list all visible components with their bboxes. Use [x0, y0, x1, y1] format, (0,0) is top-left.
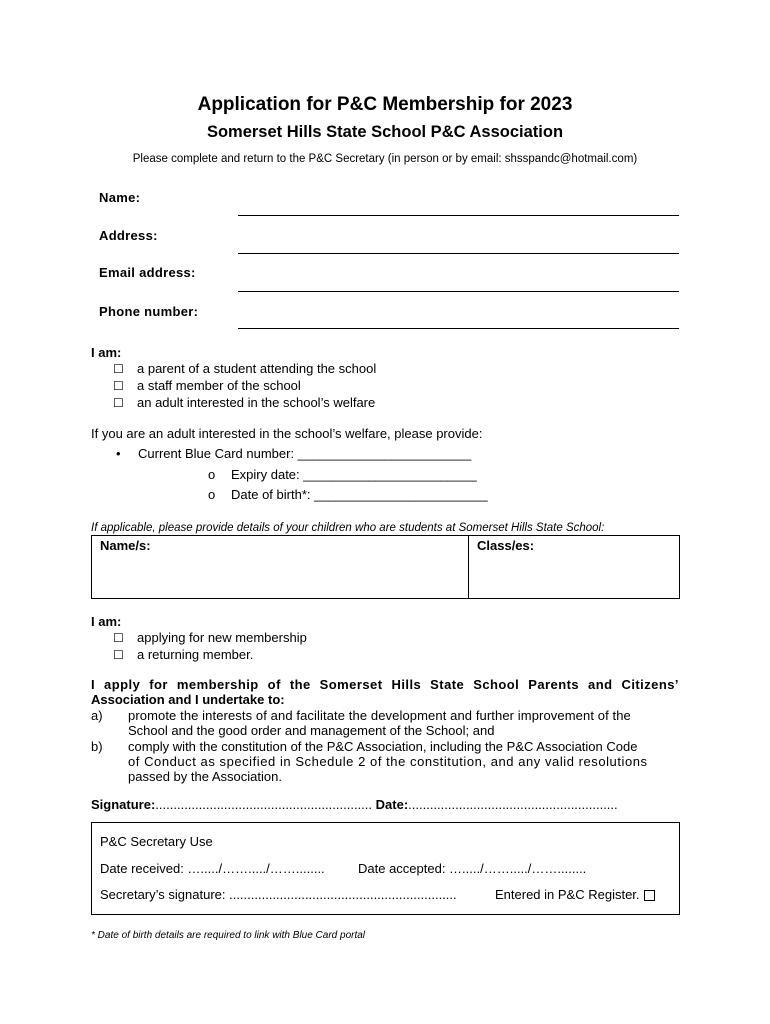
- item-b-line-1: comply with the constitution of the P&C Association, including the P&C Association Code: [128, 739, 638, 754]
- register-label: Entered in P&C Register.: [495, 887, 640, 902]
- secretary-signature[interactable]: Secretary’s signature: ...............................................................: [100, 887, 457, 902]
- footnote: * Date of birth details are required to link with Blue Card portal: [91, 930, 366, 941]
- role-option-parent[interactable]: ☐ a parent of a student attending the school: [113, 361, 377, 376]
- secretary-heading: P&C Secretary Use: [100, 834, 213, 849]
- checkbox-icon[interactable]: ☐: [113, 648, 124, 662]
- email-field[interactable]: [238, 291, 679, 292]
- address-field[interactable]: [238, 253, 679, 254]
- sub-bullet-icon: o: [208, 467, 216, 482]
- role-option-staff[interactable]: ☐ a staff member of the school: [113, 378, 301, 393]
- date-accepted[interactable]: Date accepted: …...../……...../……........: [358, 861, 587, 876]
- item-b-line-3: passed by the Association.: [128, 769, 282, 784]
- signature-row: [91, 797, 618, 812]
- item-b-line-2: of Conduct as specified in Schedule 2 of the constitution, and any valid resolutions: [128, 754, 648, 769]
- membership-option-new[interactable]: ☐ applying for new membership: [113, 630, 307, 645]
- declaration-line-1: I apply for membership of the Somerset Hills State School Parents and Citizens’: [91, 677, 679, 692]
- address-label: Address:: [99, 228, 158, 243]
- blue-card-expiry[interactable]: Expiry date: ________________________: [231, 467, 477, 482]
- classes-cell[interactable]: [469, 536, 680, 599]
- email-label: Email address:: [99, 265, 196, 280]
- checkbox-icon[interactable]: ☐: [113, 362, 124, 376]
- blue-card-intro: If you are an adult interested in the school’s welfare, please provide:: [91, 426, 483, 441]
- checkbox-icon[interactable]: ☐: [113, 379, 124, 393]
- membership-option-returning[interactable]: ☐ a returning member.: [113, 647, 254, 662]
- role-option-adult[interactable]: ☐ an adult interested in the school’s welfare: [113, 395, 376, 410]
- register-checkbox-icon[interactable]: [644, 890, 655, 901]
- name-label: Name:: [99, 190, 141, 205]
- classes-header: Class/es:: [477, 538, 535, 553]
- membership-heading: I am:: [91, 614, 122, 629]
- date-field[interactable]: ..........................................................: [408, 797, 618, 812]
- form-title: Application for P&C Membership for 2023: [197, 94, 573, 115]
- instructions: Please complete and return to the P&C Secretary (in person or by email: shsspandc@hotmail.com): [132, 153, 638, 165]
- item-marker-a: a): [91, 708, 103, 723]
- phone-field[interactable]: [238, 328, 679, 329]
- register-entry: [495, 887, 655, 902]
- bullet-icon: •: [116, 446, 121, 461]
- checkbox-icon[interactable]: ☐: [113, 396, 124, 410]
- secretary-use-box: [91, 822, 680, 915]
- role-heading: I am:: [91, 345, 122, 360]
- checkbox-icon[interactable]: ☐: [113, 631, 124, 645]
- date-received[interactable]: Date received: …...../……...../……........: [100, 861, 325, 876]
- declaration-line-2: Association and I undertake to:: [91, 692, 285, 707]
- item-a-line-1: promote the interests of and facilitate the development and further improvement of the: [128, 708, 631, 723]
- item-a-line-2: School and the good order and management of the School; and: [128, 723, 495, 738]
- names-cell[interactable]: [92, 536, 469, 599]
- blue-card-number[interactable]: Current Blue Card number: ________________________: [138, 446, 472, 461]
- date-of-birth[interactable]: Date of birth*: ________________________: [231, 487, 488, 502]
- signature-label: Signature:: [91, 797, 156, 812]
- signature-field[interactable]: ............................................................: [155, 797, 373, 812]
- form-subtitle: Somerset Hills State School P&C Association: [206, 123, 564, 141]
- sub-bullet-icon: o: [208, 487, 216, 502]
- name-field[interactable]: [238, 215, 679, 216]
- item-marker-b: b): [91, 739, 103, 754]
- phone-label: Phone number:: [99, 304, 199, 319]
- names-header: Name/s:: [100, 538, 151, 553]
- children-table: [91, 535, 680, 599]
- children-intro: If applicable, please provide details of your children who are students at Somerset Hills State School:: [91, 522, 605, 534]
- date-label: Date:: [375, 797, 409, 812]
